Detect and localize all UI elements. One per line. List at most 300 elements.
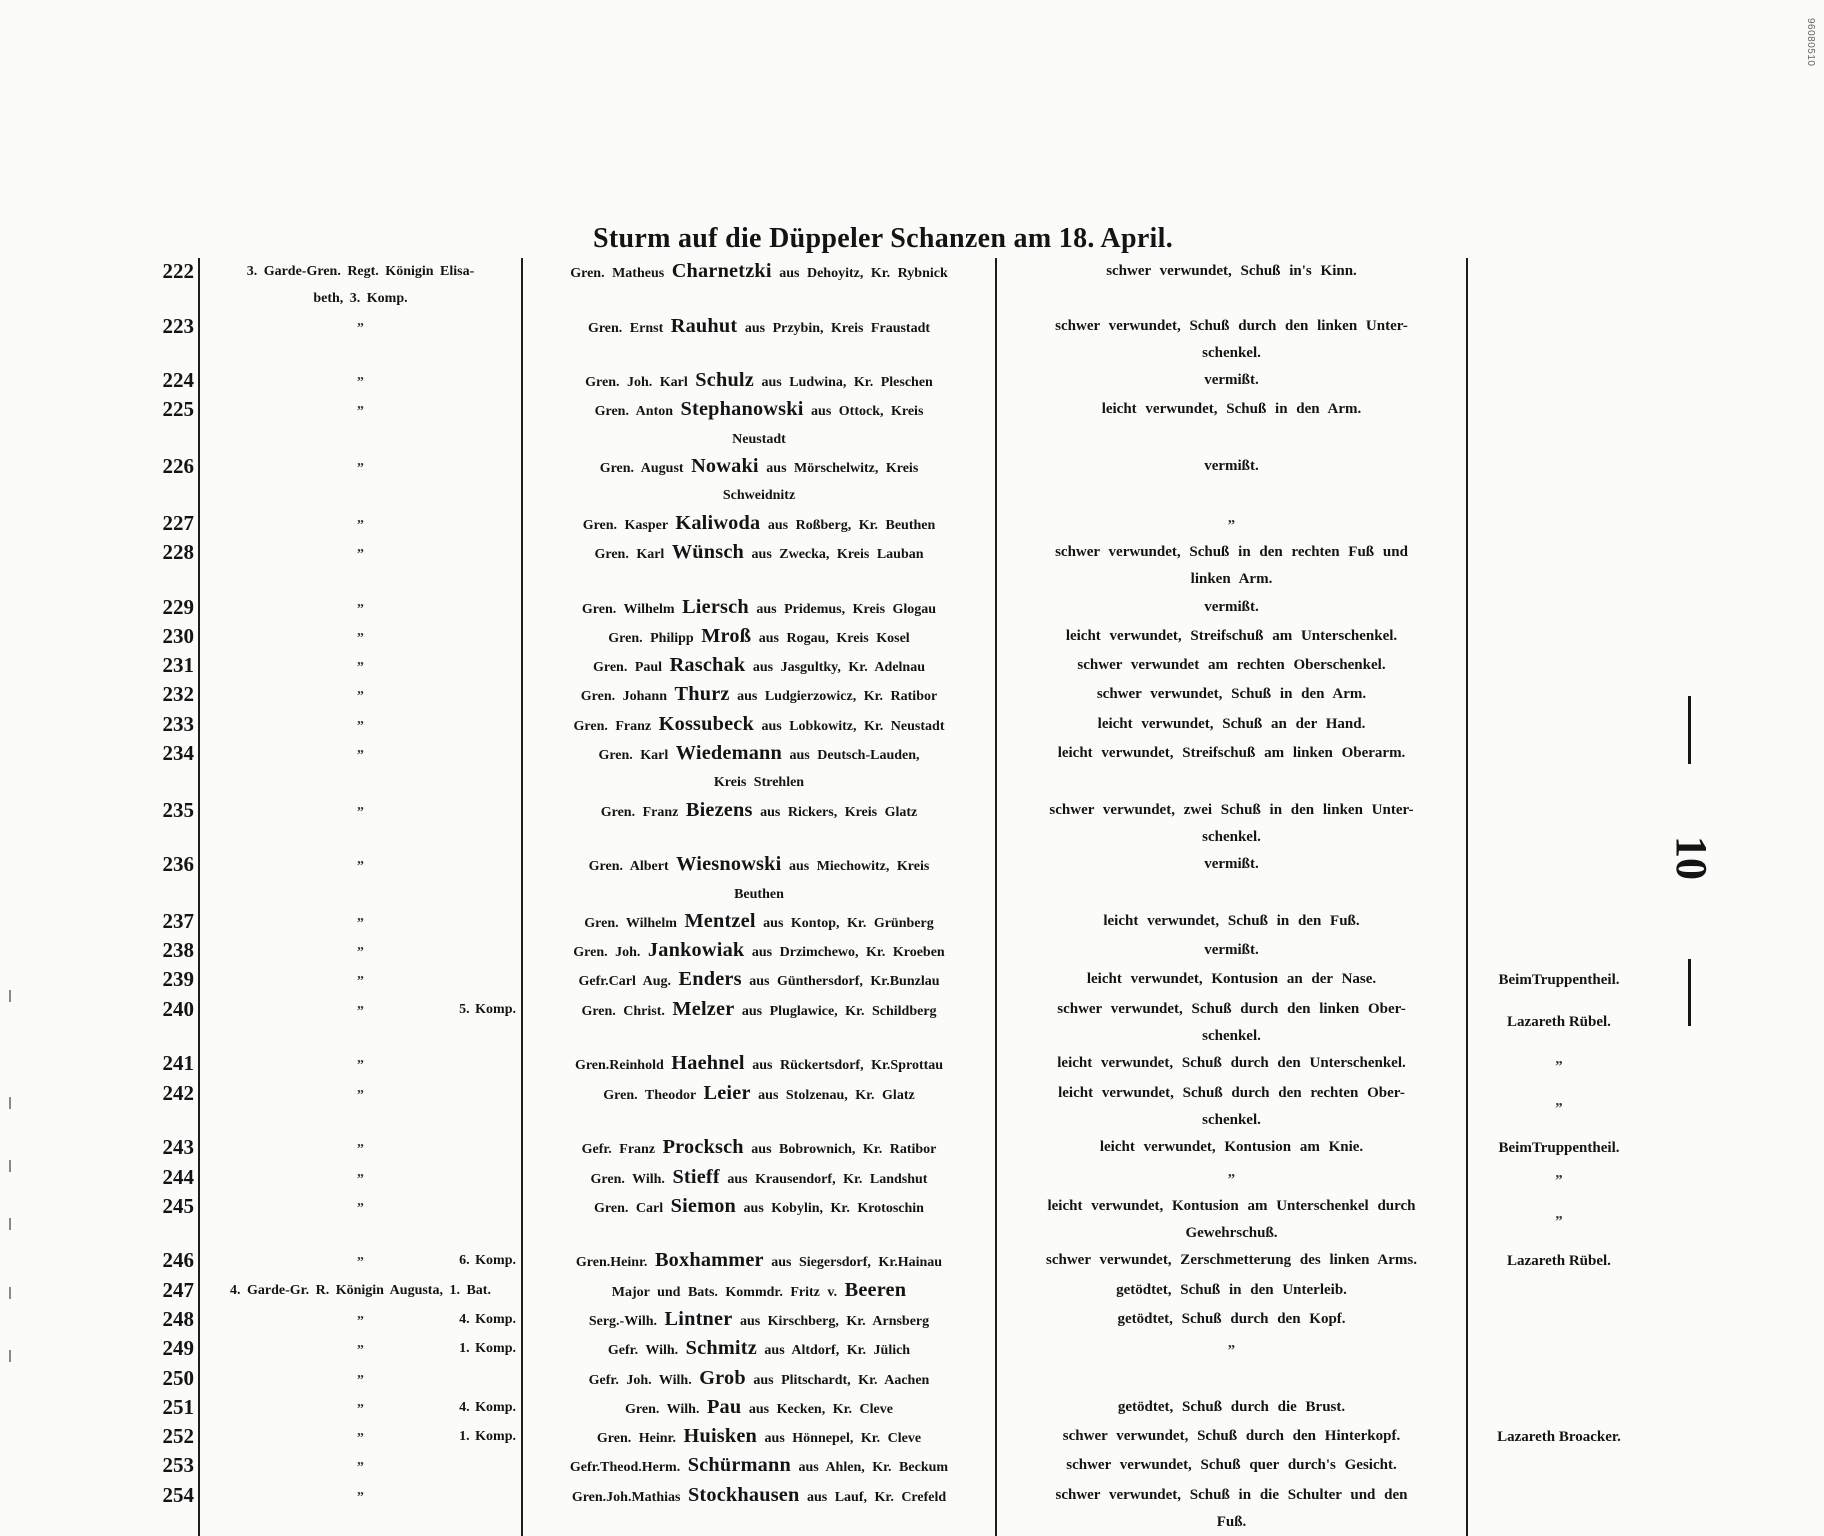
surname: Kossubeck — [658, 712, 754, 735]
rank-and-given-name: Gren. Franz — [600, 804, 679, 820]
remark-cell — [1466, 313, 1650, 368]
regiment-cell — [198, 258, 521, 313]
name-cell — [521, 711, 995, 740]
rank-and-given-name: Gren. Albert — [588, 859, 669, 875]
regiment-ditto-line — [205, 1050, 516, 1077]
surname: Nowaki — [691, 455, 759, 478]
ditto-mark: „ — [1227, 1163, 1236, 1180]
scan-mark — [9, 1350, 11, 1362]
remark-cell — [1466, 797, 1650, 852]
injury-text: schenkel. — [1202, 344, 1261, 361]
table-row — [152, 1277, 1650, 1306]
place-of-origin: aus Jasgultky, Kr. Adelnau — [752, 660, 925, 676]
injury-cell — [995, 1306, 1466, 1335]
regiment-cell — [198, 797, 521, 852]
spacer — [205, 1423, 357, 1450]
rank-and-given-name: Gren.Heinr. — [575, 1255, 648, 1271]
entry-number: 249 — [162, 1336, 194, 1361]
entry-number: 222 — [162, 259, 194, 283]
entry-number: 241 — [162, 1051, 194, 1076]
company-label: 4. Komp. — [459, 1311, 516, 1327]
injury-text: schwer verwundet, Zerschmetterung des linken Arms. — [1046, 1252, 1417, 1269]
injury-text: leicht verwundet, Schuß durch den Unterschenkel. — [1057, 1055, 1406, 1072]
name-line — [527, 1247, 991, 1276]
remark-cell — [1466, 966, 1650, 995]
regiment-ditto-line — [205, 966, 516, 993]
injury-text: schwer verwundet am rechten Oberschenkel. — [1077, 657, 1386, 674]
ditto-mark: „ — [357, 1135, 364, 1151]
rank-and-given-name: Gren. August — [599, 461, 684, 477]
injury-text: leicht verwundet, Schuß in den Fuß. — [1103, 912, 1360, 929]
ditto-mark: „ — [1227, 1335, 1236, 1352]
surname: Biezens — [685, 798, 753, 821]
surname: Beeren — [844, 1278, 907, 1301]
entry-number: 228 — [162, 539, 194, 564]
regiment-ditto-line — [205, 367, 516, 394]
remark-cell — [1466, 740, 1650, 797]
spacer — [205, 1335, 357, 1362]
entry-number: 240 — [162, 996, 194, 1021]
ditto-mark: „ — [357, 938, 364, 954]
remark-cell — [1466, 594, 1650, 623]
surname: Stockhausen — [687, 1483, 800, 1506]
injury-cell — [995, 1080, 1466, 1135]
table-row — [152, 966, 1650, 995]
spacer — [205, 1134, 357, 1161]
place-of-origin-continued: Schweidnitz — [722, 488, 796, 504]
table-row — [152, 797, 1650, 852]
name-cell — [521, 453, 995, 510]
ditto-mark: „ — [357, 653, 364, 669]
name-line — [527, 1306, 991, 1335]
regiment-ditto-line — [205, 797, 516, 824]
place-of-origin: aus Altdorf, Kr. Jülich — [764, 1343, 911, 1359]
injury-cell — [995, 652, 1466, 681]
ditto-mark: „ — [357, 623, 364, 639]
spacer — [205, 1050, 357, 1077]
spacer — [205, 313, 357, 340]
entry-number: 250 — [162, 1365, 194, 1390]
spacer — [205, 367, 357, 394]
surname: Grob — [699, 1366, 746, 1389]
place-of-origin: aus Ahlen, Kr. Beckum — [798, 1460, 949, 1476]
table-row — [152, 652, 1650, 681]
table-row — [152, 711, 1650, 740]
table-row — [152, 1193, 1650, 1248]
surname: Wünsch — [671, 540, 745, 563]
name-cell — [521, 1423, 995, 1452]
spacer — [205, 1080, 357, 1107]
spacer — [205, 453, 357, 480]
remark-cell — [1466, 1050, 1650, 1079]
regiment-ditto-line — [205, 711, 516, 738]
margin-bar-bottom — [1688, 959, 1691, 1026]
entry-number: 243 — [162, 1135, 194, 1160]
place-of-origin: aus Hönnepel, Kr. Cleve — [764, 1431, 922, 1447]
scan-mark — [9, 1160, 11, 1172]
injury-cell — [995, 1134, 1466, 1163]
regiment-ditto-line — [205, 539, 516, 566]
injury-text: schenkel. — [1202, 1028, 1261, 1045]
place-of-origin: aus Pridemus, Kreis Glogau — [756, 601, 937, 617]
injury-text: schwer verwundet, Schuß in's Kinn. — [1106, 263, 1357, 279]
regiment-cell — [198, 740, 521, 797]
surname: Charnetzki — [671, 260, 772, 282]
ditto-mark: „ — [1555, 1206, 1563, 1223]
place-of-origin: aus Stolzenau, Kr. Glatz — [758, 1087, 915, 1103]
injury-cell — [995, 453, 1466, 510]
regiment-ditto-line — [205, 1193, 516, 1220]
spacer — [205, 1164, 357, 1191]
remark-cell — [1466, 937, 1650, 966]
page-number: 10 — [1667, 836, 1716, 880]
injury-text: leicht verwundet, Streifschuß am linken Oberarm. — [1057, 745, 1406, 762]
name-line — [527, 594, 991, 623]
surname: Wiesnowski — [676, 853, 782, 876]
entry-number: 251 — [162, 1394, 194, 1419]
entry-number: 253 — [162, 1453, 194, 1478]
regiment-text: 3. Garde-Gren. Regt. Königin Elisa- — [246, 264, 475, 279]
ditto-line — [1002, 1164, 1461, 1191]
remark-cell — [1466, 258, 1650, 313]
ditto-mark: „ — [357, 368, 364, 384]
name-line — [527, 1277, 991, 1306]
remark-cell — [1466, 711, 1650, 740]
remark-cell — [1466, 623, 1650, 652]
entry-number: 226 — [162, 454, 194, 479]
name-cell — [521, 1247, 995, 1276]
rank-and-given-name: Gren.Reinhold — [574, 1058, 664, 1074]
ditto-mark: „ — [357, 1336, 364, 1352]
scan-mark — [9, 1097, 11, 1109]
place-of-origin: aus Mörschelwitz, Kreis — [766, 461, 919, 477]
surname: Procksch — [662, 1136, 744, 1159]
entry-number: 233 — [162, 711, 194, 736]
injury-cell — [995, 851, 1466, 908]
injury-text: leicht verwundet, Kontusion am Unterschenkel durch — [1047, 1197, 1416, 1214]
regiment-ditto-line — [205, 453, 516, 480]
ditto-mark: „ — [357, 1193, 364, 1209]
ditto-mark: „ — [357, 1051, 364, 1067]
entry-number: 227 — [162, 510, 194, 535]
spacer — [205, 1482, 357, 1509]
name-line — [527, 996, 991, 1025]
place-of-origin-continued: Neustadt — [732, 431, 786, 447]
ditto-mark: „ — [357, 594, 364, 610]
remark-cell — [1466, 1394, 1650, 1423]
entry-number: 247 — [162, 1277, 194, 1302]
name-line — [527, 1193, 991, 1222]
table-row — [152, 623, 1650, 652]
table-row — [152, 908, 1650, 937]
injury-text: leicht verwundet, Schuß in den Arm. — [1101, 401, 1362, 418]
rank-and-given-name: Serg.-Wilh. — [588, 1313, 658, 1329]
injury-cell — [995, 937, 1466, 966]
place-of-origin: aus Zwecka, Kreis Lauban — [751, 546, 924, 562]
name-line — [527, 711, 991, 740]
place-of-origin: aus Kobylin, Kr. Krotoschin — [743, 1200, 924, 1216]
ditto-mark: „ — [357, 1482, 364, 1498]
spacer — [205, 996, 357, 1023]
surname: Raschak — [669, 654, 746, 677]
injury-cell — [995, 1193, 1466, 1248]
injury-text: vermißt. — [1204, 942, 1259, 959]
spacer — [205, 1365, 357, 1392]
ditto-mark: „ — [357, 397, 364, 413]
name-line — [527, 1134, 991, 1163]
scan-mark — [9, 1218, 11, 1230]
injury-cell — [995, 966, 1466, 995]
name-line — [527, 1365, 991, 1394]
ditto-mark: „ — [357, 1306, 364, 1322]
entry-number: 236 — [162, 852, 194, 877]
remark-text: Lazareth Broacker. — [1497, 1429, 1621, 1446]
name-cell — [521, 652, 995, 681]
ditto-mark: „ — [1555, 1093, 1563, 1110]
place-of-origin: aus Plitschardt, Kr. Aachen — [753, 1372, 930, 1388]
place-of-origin: aus Lauf, Kr. Crefeld — [806, 1489, 947, 1505]
rank-and-given-name: Gren. Wilhelm — [584, 915, 677, 931]
remark-cell — [1466, 1482, 1650, 1536]
name-cell — [521, 1365, 995, 1394]
regiment-ditto-line — [205, 996, 516, 1023]
injury-cell — [995, 908, 1466, 937]
name-cell — [521, 1080, 995, 1135]
injury-cell — [995, 711, 1466, 740]
ditto-mark: „ — [357, 967, 364, 983]
surname: Wiedemann — [675, 742, 783, 765]
spacer — [205, 711, 357, 738]
surname: Leier — [703, 1081, 751, 1104]
ditto-mark: „ — [357, 711, 364, 727]
scan-mark — [9, 1287, 11, 1299]
injury-cell — [995, 1423, 1466, 1452]
name-line — [527, 740, 991, 769]
regiment-ditto-line — [205, 937, 516, 964]
spacer — [205, 937, 357, 964]
surname: Liersch — [682, 595, 749, 618]
spacer — [205, 1193, 357, 1220]
ditto-mark: „ — [357, 313, 364, 329]
entry-number: 223 — [162, 313, 194, 338]
name-line — [527, 681, 991, 710]
ditto-mark: „ — [357, 996, 364, 1012]
injury-cell — [995, 623, 1466, 652]
place-of-origin: aus Przybin, Kreis Fraustadt — [744, 320, 931, 336]
regiment-ditto-line — [205, 740, 516, 767]
injury-cell — [995, 1247, 1466, 1276]
surname: Enders — [678, 968, 742, 991]
injury-text: schenkel. — [1202, 1111, 1261, 1128]
spacer — [205, 594, 357, 621]
table-row — [152, 1050, 1650, 1079]
name-cell — [521, 1335, 995, 1364]
remark-cell — [1466, 908, 1650, 937]
name-line — [527, 652, 991, 681]
remark-cell — [1466, 681, 1650, 710]
spacer — [205, 851, 357, 878]
ditto-mark: „ — [1555, 1164, 1563, 1181]
entry-number: 245 — [162, 1193, 194, 1218]
place-of-origin: aus Kecken, Kr. Cleve — [748, 1401, 893, 1417]
name-cell — [521, 313, 995, 368]
table-row — [152, 510, 1650, 539]
name-cell — [521, 1134, 995, 1163]
name-cell — [521, 966, 995, 995]
name-cell — [521, 1050, 995, 1079]
rank-and-given-name: Gefr.Theod.Herm. — [569, 1460, 681, 1476]
name-cell — [521, 594, 995, 623]
entry-number: 235 — [162, 797, 194, 822]
injury-cell — [995, 396, 1466, 453]
spacer — [205, 623, 357, 650]
place-of-origin-continued: Beuthen — [734, 886, 784, 902]
entry-number: 237 — [162, 908, 194, 933]
injury-text: leicht verwundet, Schuß an der Hand. — [1097, 715, 1366, 732]
spacer — [205, 396, 357, 423]
entry-number: 225 — [162, 397, 194, 422]
rank-and-given-name: Gefr. Joh. Wilh. — [588, 1372, 692, 1388]
remark-text: Lazareth Rübel. — [1507, 1253, 1611, 1270]
ditto-mark: „ — [357, 1365, 364, 1381]
place-of-origin: aus Rickers, Kreis Glatz — [760, 804, 918, 820]
injury-text: vermißt. — [1204, 856, 1259, 873]
entry-number: 248 — [162, 1306, 194, 1331]
name-line — [527, 453, 991, 482]
entry-number: 242 — [162, 1080, 194, 1105]
rank-and-given-name: Gefr. Franz — [581, 1142, 656, 1158]
injury-cell — [995, 1365, 1466, 1394]
injury-text: schwer verwundet, Schuß durch den linken Unter- — [1055, 317, 1408, 334]
name-cell — [521, 367, 995, 396]
spacer — [205, 510, 357, 537]
name-line — [527, 851, 991, 880]
surname: Siemon — [670, 1194, 737, 1217]
table-row — [152, 1335, 1650, 1364]
injury-cell — [995, 510, 1466, 539]
regiment-ditto-line — [205, 396, 516, 423]
rank-and-given-name: Gren. Karl — [594, 546, 665, 562]
place-of-origin: aus Rogau, Kreis Kosel — [758, 630, 910, 646]
spacer — [205, 539, 357, 566]
name-line — [527, 510, 991, 539]
injury-cell — [995, 1335, 1466, 1364]
injury-text: Fuß. — [1216, 1514, 1247, 1531]
name-cell — [521, 396, 995, 453]
rank-and-given-name: Gren. Ernst — [587, 320, 664, 336]
remark-cell — [1466, 1335, 1650, 1364]
name-cell — [521, 740, 995, 797]
table-row — [152, 1134, 1650, 1163]
company-label: 4. Komp. — [459, 1399, 516, 1415]
entry-number: 244 — [162, 1164, 194, 1189]
table-row — [152, 313, 1650, 368]
regiment-cell — [198, 313, 521, 368]
ditto-mark: „ — [357, 1453, 364, 1469]
name-cell — [521, 937, 995, 966]
injury-text: schwer verwundet, Schuß durch den linken Ober- — [1057, 1000, 1406, 1017]
name-cell — [521, 539, 995, 594]
regiment-cell — [198, 1080, 521, 1135]
name-line — [527, 258, 991, 287]
rank-and-given-name: Gren. Karl — [598, 748, 669, 764]
injury-cell — [995, 996, 1466, 1051]
surname: Jankowiak — [647, 939, 745, 962]
injury-cell — [995, 1452, 1466, 1481]
name-line — [527, 623, 991, 652]
ditto-line — [1002, 510, 1461, 537]
injury-text: schwer verwundet, Schuß in die Schulter und den — [1055, 1486, 1408, 1503]
remark-cell — [1466, 1247, 1650, 1276]
entry-number: 229 — [162, 594, 194, 619]
rank-and-given-name: Gefr.Carl Aug. — [578, 974, 672, 990]
remark-cell — [1466, 1452, 1650, 1481]
name-cell — [521, 1193, 995, 1248]
remark-text: BeimTruppentheil. — [1498, 1140, 1620, 1157]
regiment-text: beth, 3. Komp. — [313, 291, 408, 307]
name-cell — [521, 623, 995, 652]
surname: Mentzel — [684, 909, 756, 932]
remark-cell — [1466, 539, 1650, 594]
injury-text: vermißt. — [1204, 372, 1259, 389]
regiment-cell — [198, 1482, 521, 1536]
injury-cell — [995, 539, 1466, 594]
name-line — [527, 1335, 991, 1364]
surname: Huisken — [683, 1425, 758, 1448]
ditto-mark: „ — [357, 539, 364, 555]
place-of-origin: aus Rückertsdorf, Kr.Sprottau — [752, 1058, 944, 1074]
entry-number: 234 — [162, 741, 194, 766]
injury-text: leicht verwundet, Schuß durch den rechten Ober- — [1058, 1084, 1405, 1101]
name-line — [527, 1423, 991, 1452]
injury-cell — [995, 367, 1466, 396]
remark-cell — [1466, 1164, 1650, 1193]
injury-text: vermißt. — [1204, 458, 1259, 475]
ditto-mark: „ — [357, 1080, 364, 1096]
surname: Stieff — [672, 1165, 720, 1188]
name-line — [527, 539, 991, 568]
remark-cell — [1466, 510, 1650, 539]
rank-and-given-name: Gren. Franz — [573, 718, 652, 734]
table-row — [152, 1394, 1650, 1423]
remark-cell — [1466, 1080, 1650, 1135]
entry-number: 246 — [162, 1248, 194, 1273]
injury-text: schwer verwundet, Schuß durch den Hinterkopf. — [1062, 1428, 1401, 1445]
spacer — [205, 966, 357, 993]
injury-text: schenkel. — [1202, 828, 1261, 845]
place-of-origin: aus Ludwina, Kr. Pleschen — [761, 375, 933, 391]
remark-cell — [1466, 1277, 1650, 1306]
place-of-origin: aus Deutsch-Lauden, — [789, 748, 920, 764]
regiment-ditto-line — [205, 1306, 516, 1333]
table-row — [152, 681, 1650, 710]
ditto-mark: „ — [357, 1394, 364, 1410]
regiment-ditto-line — [205, 1482, 516, 1509]
spacer — [205, 908, 357, 935]
surname: Mroß — [701, 624, 752, 647]
spacer — [205, 797, 357, 824]
name-cell — [521, 1394, 995, 1423]
regiment-ditto-line — [205, 851, 516, 878]
remark-text: BeimTruppentheil. — [1498, 972, 1620, 989]
ditto-mark: „ — [1227, 509, 1236, 526]
regiment-ditto-line — [205, 510, 516, 537]
injury-cell — [995, 258, 1466, 313]
table-row — [152, 396, 1650, 453]
regiment-cell — [198, 396, 521, 453]
place-of-origin: aus Miechowitz, Kreis — [788, 859, 930, 875]
entry-number: 238 — [162, 938, 194, 963]
